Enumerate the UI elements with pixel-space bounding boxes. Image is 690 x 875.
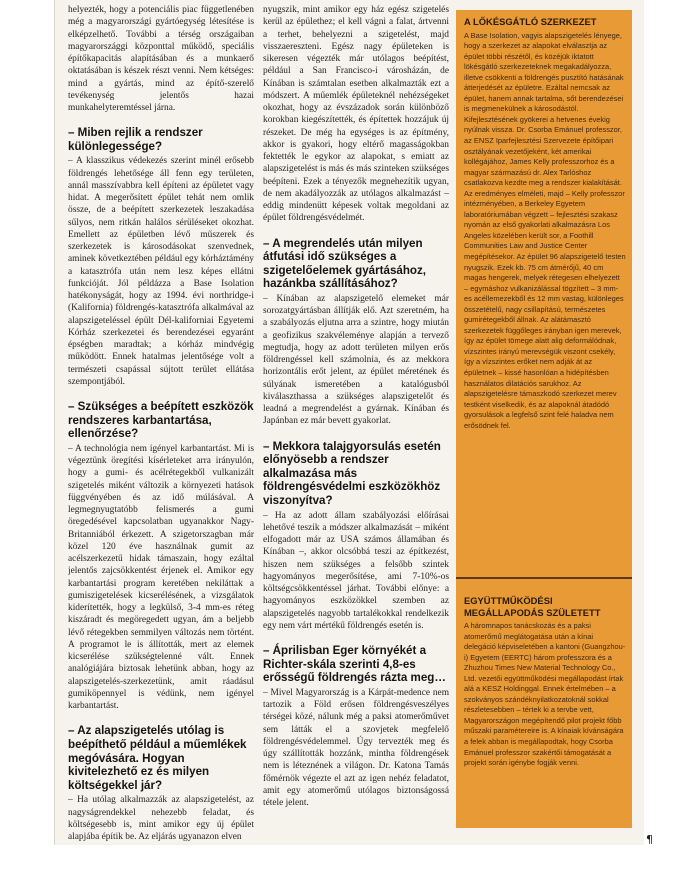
question-heading: – Szükséges a beépített eszközök rendszeres karbantartása, ellenőrzése? xyxy=(68,400,254,441)
answer-paragraph: – Kínában az alapszigetelő elemeket már sorozatgyártásban állítják elő. Azt szeretném, ha a szabályozás eljutna arra a szintre, hogy miután a geofizikus szakvéleménye alapján a tervező megtudja, hogy az adott területen milyen erős földrengéssel kell számolnia, és az mekkora horizontális erőt jelent, az épület méretének és súlyának ismeretében a katalógusból kiválaszthassa a szükséges alapszigetelőt és leadná a megrendelést a gyárnak. Kínában és Japánban ez már bevett gyakorlat. xyxy=(263,293,449,427)
sidebar-title: EGYÜTTMŰKÖDÉSI MEGÁLLAPODÁS SZÜLETETT xyxy=(464,595,601,618)
continued-paragraph: nyugszik, mint amikor egy ház egész szigetelés kerül az épülethez; el kell vágni a falat, ártvenni a terhet, behelyezni a szigetelést, majd visszaereszteni. Egész nagy épületeken is sikeresen végezték már utólagos beépítést, például a San Francisco-i városházán, de Kínában is számtalan esetben alkalmazták ezt a módszert. A műemlék épületeknél nehézségeket okozhat, hogy az évszázadok során különböző korokban kiegészítették, és építettek hozzájuk új részeket. De még ha egységes is az építmény, akkor is gyakori, hogy eltérő magasságokban fektették le egykor az alapokat, s emiatt az alapszigetelést is más és más szinteken szükséges beépíteni. Ezek a tényezők megnehezítik ugyan, de nem akadályozzák az utólagos alkalmazást – eddig mindenütt képesek voltak megoldani az épület földrengésvédelmét. xyxy=(263,5,449,224)
middle-column xyxy=(263,4,449,810)
sidebar-section-structure xyxy=(464,16,626,431)
question-heading: – Az alapszigetelés utólag is beépíthető például a műemlékek megóvására. Hogyan kivitelezhető ez és milyen költségekkel jár? xyxy=(68,724,247,792)
sidebar-body: A Base Isolation, vagyis alapszigetelés lényege, hogy a szerkezet az alapokat elválasztja az épület többi részétől, és közéjük iktatott lökésgátló szerkezeteknek megakadályozza, illetve csökkenti a földrengés pusztító hatásának átterjedését az épületre. Ezáltal nemcsak az épület, hanem annak tartalma, sőt berendezései is megmenekülnek a károsodástól. Kifejlesztésének gyökerei a hetvenes évekig nyúlnak vissza. Dr. Csorba Emánuel professzor, az ENSZ Iparfejlesztési Szervezete építőipari osztályának vezetőjeként, két amerikai kollégájához, James Kelly professzorhoz és a magyar származású dr. Alex Tarlóshoz csatlakozva kezdte meg a rendszer kialakítását. Az eredményes elméleti, majd – Kelly professzor intézményében, a Berkeley Egyetem laboratóriumában végzett – fejlesztési szakasz nyomán az első gyakorlati alkalmazásra Los Angeles közelében került sor, a Foothill Communities Law and Justice Center megépítésekor. Az épület 96 alapszigetelő testen nyugszik. Ezek kb. 75 cm átmérőjű, 40 cm magas hengerek, melyek rétegesen elhelyezett – egymáshoz vulkanizálással tögzített – 3 mm-es acéllemezekből és 12 mm vastag, különleges összetételű, nagy csillapítású, természetes gumirétegekből állnak. Az alátámasztó szerkezetek függőleges irányban igen merevek, így az épület tömege alatt alig deformálódnak, vízszintes irányú merevségük viszont csekély, így a vízszintes erőket nem adják át az épületnek – kissé hasonlóan a hidépítésben használatos dilatációs sarukhoz. Az alapszigetelésre támaszkodó szerkezet merev testként viselkedik, és az alapoknál átadódó gyorsulások a legfelső szint felé haladva nem erősödnek fel. xyxy=(464,30,626,430)
sidebar-section-agreement xyxy=(464,595,626,769)
left-column xyxy=(68,4,254,844)
answer-paragraph: – Ha az adott állam szabályozási előírásai lehetővé teszik a módszer alkalmazását – miként elfogadott már az USA számos államában és Kínában –, akkor olcsóbbá teszi az építkezést, hiszen nem szükséges a felsőbb szintek hagyományos megerősítése, ami 7-10%-os költségcsökkentéssel járhat. További előnye: a hagyományos eszközökkel szemben az alapszigetelés nagyobb tartalékokkal rendelkezik egy nem várt mértékű földrengés esetén is. xyxy=(263,510,449,631)
sidebar-body: A háromnapos tanácskozás és a paksi atomerőmű meglátogatása után a kínai delegáció képviseletében a kantoni (Guangzhou-i) Egyetem (EERTC) három professzora és a Zhuzhou Times New Material Technology Co., Ltd. vezetői együttműködési megállapodást írtak alá a KESZ Holdinggal. Ennek értelmében – a szokványos szándéknyilatkozatoknál sokkal részletesebben – tértek ki a tervbe vett, Magyarországon megépítendő pilot projekt főbb műszaki paramétereire is. A kínaiak kívánságára a felek abban is megállapodtak, hogy Csorba Emánuel professzor szakértői támogatását a projekt során igénybe fogják venni. xyxy=(464,621,626,768)
question-heading: – Mekkora talajgyorsulás esetén előnyösebb a rendszer alkalmazása más földrengésvédelmi eszközökhöz viszonyítva? xyxy=(263,439,441,507)
question-heading: – Áprilisban Eger környékét a Richter-skála szerinti 4,8-es erősségű földrengés rázta meg… xyxy=(263,644,446,685)
question-heading: – Miben rejlik a rendszer különlegessége? xyxy=(68,126,203,153)
answer-paragraph: – A technológia nem igényel karbantartást. Mi is végeztünk öregítési kísérleteket arra irányulón, hogy a gumi- és acélrétegekből vulkanizált szigetelés miként változik a környezeti hatások függvényében és az idő múlásával. A legmegnyugtatóbb felismerés a gumi öregedésével kapcsolatban ugyanakkor Nagy-Britanniából érkezett. A szigetorszagban már közel 120 éve használnak gumit az acélszerkezetű hidak támaszain, hogy ezáltal jelentős zajcsökkentést érjenek el. Amikor egy karbantartási program keretében nekiláttak a gumiszigetelések kicserélésének, a vizsgálatok kiderítették, hogy a legkülső, 3-4 mm-es réteg kiszáradt és megöregedett ugyan, ám a beljebb lévő rétegekben semmilyen változás nem történt. A programot le is állították, mert az elemek kicserélése szükségtelenné vált. Ennek analógiájára biztosak lehetünk abban, hogy az alapszigetelés-szerkezetünk, amit ráadásul gumiköpennyel is védünk, nem igényel karbantartást. xyxy=(68,443,254,712)
sidebar-title: A LŐKÉSGÁTLÓ SZERKEZET xyxy=(464,16,597,27)
left-margin-rule xyxy=(54,0,55,845)
intro-paragraph: helyezték, hogy a potenciális piac függetlenében még a magyarországi gyártóegység létesítése is elképzelhető. További a térség országaiban magyarországgi központtal működő, speciális építőkapacitás alapításában és a munkaerő oktatásában is készek részt venni. Nem kétséges: mind a gyártás, mind az építő-szerelő tevékenység jelentős hazai munkahelyteremtéssel járna. xyxy=(68,5,254,113)
sidebar-divider xyxy=(456,577,632,579)
answer-paragraph: – Ha utólag alkalmazzák az alapszigetelést, az nagyságrendekkel nehezebb feladat, és költségesebb is, mint amikor egy új épület alapjába építik be. Az eljárás ugyanazon elven xyxy=(68,795,254,843)
answer-paragraph: – A klasszikus védekezés szerint minél erősebb földrengés lehetősége áll fenn egy területen, annál masszívabbra kell építeni az épületet vagy hidat. A megerősített épület tehát nem omlik össze, de a beépített szerkezetek leszakadása sűlyos, nem ritkán halálos sérüléseket okozhat. Emellett az épületben lévő műszerek és szerkezetek is károsodásokat szenvednek, aminek következtében például egy kórháztámény a katasztrófa után nem lesz képes ellátni funkcióját. Jól példázza a Base Isolation hatékonyságát, hogy az 1994. évi northridge-i (Kalifornia) földrengés-katasztrófa alkalmával az alapszigeteléssel épült Dél-kaliforniai Egyetemi Kórház szerkezetei és berendezései egyaránt épségben maradtak; a kórház mindvégig működött. Ennek hatalmas jelentősége volt a természeti csapással sújtott terület ellátása szempontjából. xyxy=(68,156,254,387)
question-heading: – A megrendelés után milyen átfutási idő szükséges a szigetelőelemek gyártásához, hazánkba szállításához? xyxy=(263,236,427,291)
orange-sidebar xyxy=(456,10,632,828)
answer-paragraph: – Mivel Magyarország is a Kárpát-medence nem tartozik a Föld erősen földrengésveszélyes térségei közé, nálunk még a paksi atomerőművet sem látták el a szovjetek megfelelő földrengésvédelemmel. Úgy tervezték meg és úgy szállították hozzánk, mintha földrengések nem is léteznének a világon. Dr. Katona Tamás főmérnök végezte el azt az igen nehéz feladatot, amit egy atomerőmű utólagos biztonságossá tétele jelent. xyxy=(263,687,449,809)
pilcrow-mark: ¶ xyxy=(646,833,653,846)
